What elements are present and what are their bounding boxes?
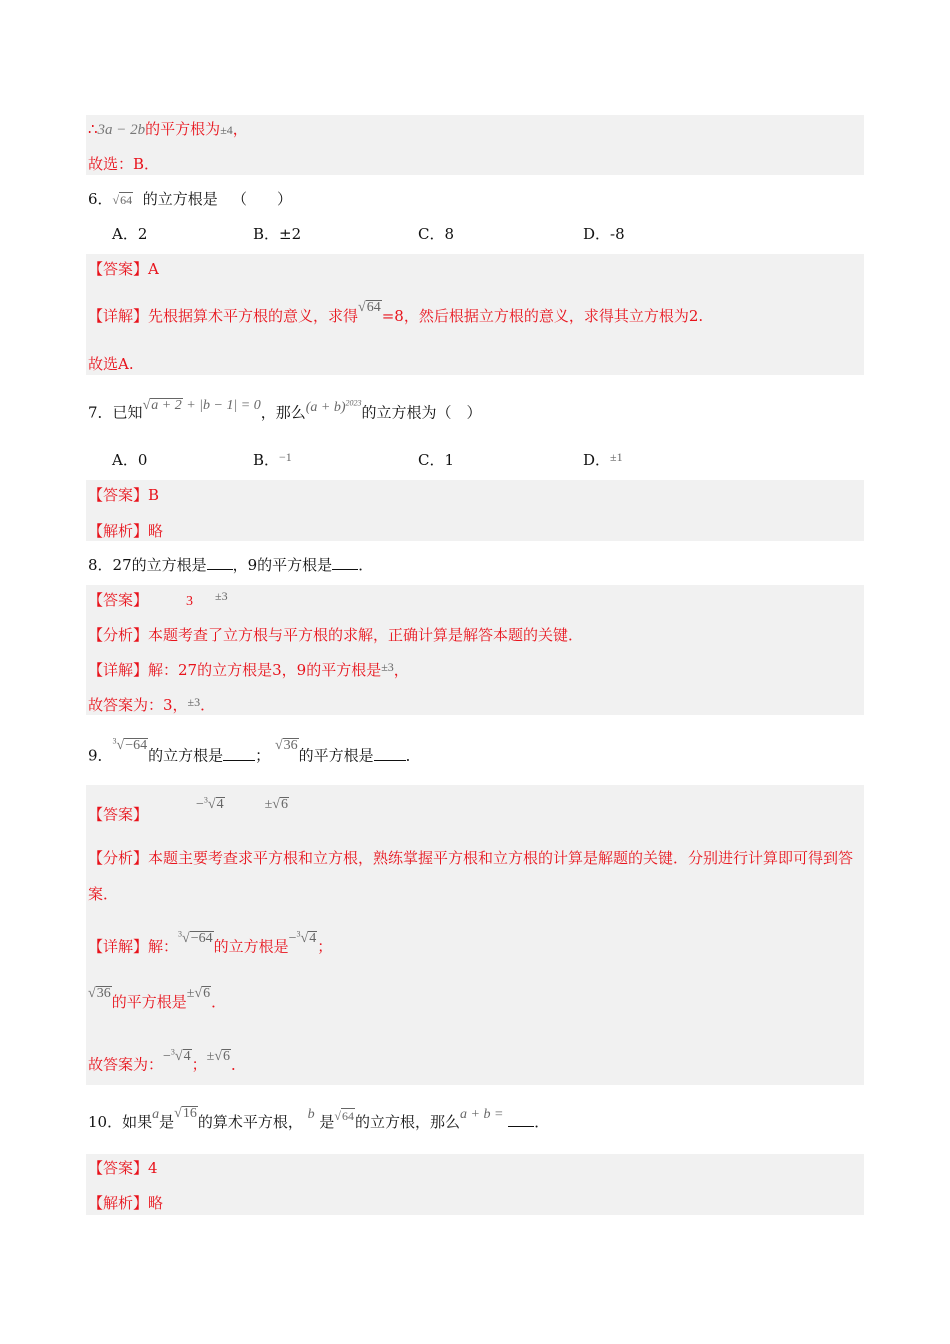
- q7-answer: [88, 485, 159, 505]
- option-value: 1: [444, 451, 455, 469]
- final-end: ．: [231, 1055, 247, 1074]
- radicand: −64: [125, 737, 148, 753]
- q8-stem: [88, 555, 373, 575]
- option-label: A．: [112, 225, 138, 243]
- cbrt-neg-64: $^3$√−64: [112, 736, 148, 753]
- option-label: D．: [583, 451, 611, 469]
- q6-stem-text: 的立方根是: [142, 190, 218, 208]
- radicand: a + 2: [151, 397, 182, 413]
- power-exponent: 2023: [345, 398, 362, 407]
- condition-rest: + |b − 1| = 0: [182, 397, 261, 413]
- answer-blank[interactable]: [207, 555, 233, 570]
- radicand: −64: [190, 930, 213, 946]
- option-label: D．: [583, 225, 611, 243]
- q10-analysis: [88, 1193, 163, 1213]
- q5-comma: ，: [232, 120, 248, 138]
- root-index: 3: [112, 736, 117, 745]
- stem-text: 的平方根是: [298, 746, 374, 765]
- analysis-text: 本题主要考查求平方根和立方根，熟练掌握平方根和立方根的计算是解题的关键．分别进行计算即可得到答案．: [88, 849, 854, 903]
- final-sep: ；: [191, 1055, 207, 1074]
- answer-tag: 【答案】: [88, 591, 149, 609]
- stem-text: 27的立方根是: [112, 556, 207, 574]
- final-value: ±3: [187, 695, 201, 709]
- variable-a: a: [152, 1107, 160, 1122]
- sign: ±: [206, 1048, 215, 1064]
- detail-value: ±3: [381, 660, 394, 674]
- answer-value-1: −$^3$√4: [196, 795, 224, 812]
- q7-option-a[interactable]: [112, 450, 147, 470]
- option-value: -8: [610, 225, 625, 243]
- radicand: 64: [342, 1109, 354, 1123]
- stem-text: 的算术平方根，: [197, 1113, 303, 1131]
- q6-choice: 故选A.: [88, 355, 134, 373]
- q7-power: [306, 400, 362, 415]
- sqrt-16: √16: [174, 1106, 197, 1121]
- radicand: 6: [203, 986, 211, 1001]
- answer-blank[interactable]: [223, 746, 255, 761]
- q7-stem: [88, 397, 482, 425]
- stem-text: 如果: [122, 1113, 153, 1131]
- answer-blank[interactable]: [508, 1112, 534, 1127]
- q9-detail: [88, 929, 333, 959]
- radicand: 36: [283, 737, 298, 753]
- analysis-tag: 【分析】: [88, 849, 149, 867]
- final-text: 故答案为：3，: [88, 696, 188, 714]
- q7-option-b[interactable]: [253, 450, 292, 471]
- q6-option-d[interactable]: [583, 224, 625, 244]
- stem-text: 已知: [112, 403, 143, 422]
- detail-tag: 【详解】: [88, 937, 149, 956]
- variable-b: b: [307, 1107, 315, 1122]
- answer-tag: 【答案】: [88, 486, 149, 504]
- radicand: 4: [309, 930, 317, 946]
- radicand: 4: [216, 796, 224, 812]
- root-index: 3: [296, 929, 301, 938]
- q5-conclusion-text: 的平方根为: [145, 120, 221, 138]
- stem-end: ．: [358, 556, 374, 574]
- neg-cbrt-4: −$^3$√4: [163, 1047, 191, 1064]
- detail-text: 解：: [148, 937, 179, 956]
- sqrt-64: √64: [334, 1109, 354, 1123]
- radicand: 6: [223, 1048, 230, 1064]
- answer-paren: （ ）: [232, 190, 293, 208]
- option-label: B．: [253, 225, 280, 243]
- option-value: 2: [137, 225, 148, 243]
- option-label: A．: [112, 451, 138, 469]
- question-number: 9．: [88, 746, 113, 765]
- answer-blank[interactable]: [332, 555, 358, 570]
- q6-detail: [88, 300, 704, 328]
- q9-stem: [88, 736, 421, 768]
- sign: −: [196, 796, 204, 812]
- option-value: ±1: [610, 450, 623, 464]
- analysis-tag: 【解析】: [88, 1194, 149, 1212]
- q9-detail-2: [88, 986, 227, 1014]
- sqrt-64: √64: [112, 193, 133, 207]
- option-value: 0: [137, 451, 148, 469]
- answer-value-2: ±√6: [264, 796, 288, 812]
- detail-text-3: 的平方根是: [111, 993, 187, 1011]
- q8-final: [88, 695, 215, 716]
- final-end: ．: [200, 696, 216, 714]
- option-label: C．: [418, 225, 445, 243]
- radicand: 64: [366, 300, 381, 315]
- sqrt-64: √64: [358, 300, 381, 315]
- detail-end: ．: [211, 993, 227, 1011]
- pm-sqrt-6: ±√6: [186, 986, 211, 1001]
- q9-answer: [88, 795, 289, 827]
- sign: −: [163, 1048, 171, 1064]
- root-index: 3: [170, 1047, 175, 1056]
- radicand: 36: [96, 986, 111, 1001]
- detail-tag: 【详解】: [88, 661, 149, 679]
- power-base: (a + b): [305, 399, 346, 415]
- stem-text: ，那么: [260, 403, 306, 422]
- option-value: 8: [444, 225, 455, 243]
- sign: −: [288, 930, 297, 946]
- cbrt-neg-64: $^3$√−64: [178, 929, 213, 946]
- q6-option-c[interactable]: [418, 224, 454, 244]
- answer-value: 4: [148, 1159, 158, 1177]
- stem-text: 是: [319, 1113, 335, 1131]
- analysis-tag: 【解析】: [88, 522, 149, 540]
- neg-cbrt-4: −$^3$√4: [288, 929, 317, 946]
- stem-text: ，9的平方根是: [232, 556, 333, 574]
- option-label: C．: [418, 451, 445, 469]
- answer-blank[interactable]: [374, 746, 406, 761]
- q6-option-b[interactable]: [253, 224, 301, 244]
- q6-answer: [88, 259, 159, 279]
- q9-analysis: [88, 840, 860, 912]
- option-label: B．: [253, 451, 280, 469]
- stem-end: ．: [534, 1113, 550, 1131]
- analysis-text: 本题考查了立方根与平方根的求解，正确计算是解答本题的关键．: [148, 626, 584, 644]
- answer-value: B: [148, 486, 160, 504]
- question-number: 10．: [88, 1113, 123, 1131]
- question-number: 8．: [88, 556, 113, 574]
- option-value: ±2: [279, 225, 302, 243]
- root-index: 3: [203, 795, 208, 804]
- q5-value: ±4: [220, 123, 233, 137]
- analysis-text: 略: [148, 1194, 164, 1212]
- stem-text: 的立方根是: [148, 746, 224, 765]
- stem-text: 的立方根为（ ）: [361, 403, 482, 422]
- answer-tag: 【答案】: [88, 1159, 149, 1177]
- q8-answer: [88, 590, 228, 612]
- q7-option-d[interactable]: [583, 450, 623, 471]
- sum-expression: a + b =: [460, 1107, 504, 1122]
- pm-sqrt-6: ±√6: [206, 1048, 230, 1064]
- q9-final: [88, 1047, 247, 1077]
- answer-value-2: ±3: [215, 589, 228, 603]
- q7-analysis: [88, 521, 163, 541]
- answer-value: A: [148, 260, 159, 278]
- q10-solution-box: [86, 1154, 864, 1215]
- detail-sep: ；: [317, 937, 333, 956]
- radicand: 4: [183, 1048, 191, 1064]
- detail-end: ，: [393, 661, 409, 679]
- q6-option-a[interactable]: [112, 224, 147, 244]
- q7-condition: √a + 2 + |b − 1| = 0: [142, 397, 261, 413]
- stem-text: 的立方根，那么: [355, 1113, 461, 1131]
- analysis-tag: 【分析】: [88, 626, 149, 644]
- detail-text-2: 的立方根是: [213, 937, 289, 956]
- final-text: 故答案为：: [88, 1055, 164, 1074]
- detail-text: 解：27的立方根是3，9的平方根是: [148, 661, 382, 679]
- stem-end: ．: [405, 746, 421, 765]
- detail-text: 先根据算术平方根的意义，求得: [148, 307, 359, 325]
- root-index: 3: [178, 929, 183, 938]
- therefore-symbol: ∴: [88, 120, 98, 138]
- question-number: 6．: [88, 190, 113, 208]
- detail-text-2: =8，然后根据立方根的意义，求得其立方根为2.: [381, 307, 704, 325]
- q6-stem: [88, 189, 292, 210]
- sign: ±: [264, 796, 273, 812]
- detail-tag: 【详解】: [88, 307, 149, 325]
- answer-tag: 【答案】: [88, 805, 149, 824]
- radicand: 6: [280, 796, 288, 812]
- radicand: 16: [182, 1106, 197, 1121]
- answer-value-1: 3: [186, 594, 194, 609]
- q8-detail: [88, 660, 409, 681]
- answer-tag: 【答案】: [88, 260, 149, 278]
- q8-analysis: [88, 625, 583, 645]
- analysis-text: 略: [148, 522, 164, 540]
- question-number: 7．: [88, 403, 113, 422]
- sqrt-36: √36: [274, 737, 298, 753]
- q5-expression: 3a − 2b: [97, 122, 146, 138]
- stem-sep: ；: [255, 746, 271, 765]
- radicand: 64: [120, 193, 133, 207]
- sign: ±: [186, 986, 195, 1001]
- q10-stem: [88, 1106, 550, 1134]
- stem-text: 是: [159, 1113, 175, 1131]
- sqrt-36: √36: [88, 986, 111, 1001]
- q7-option-c[interactable]: [418, 450, 454, 470]
- q5-conclusion-line: [88, 119, 248, 140]
- q7-solution-box: [86, 480, 864, 541]
- option-value: −1: [279, 450, 292, 464]
- q5-choice: 故选：B．: [88, 155, 160, 173]
- q10-answer: [88, 1158, 158, 1178]
